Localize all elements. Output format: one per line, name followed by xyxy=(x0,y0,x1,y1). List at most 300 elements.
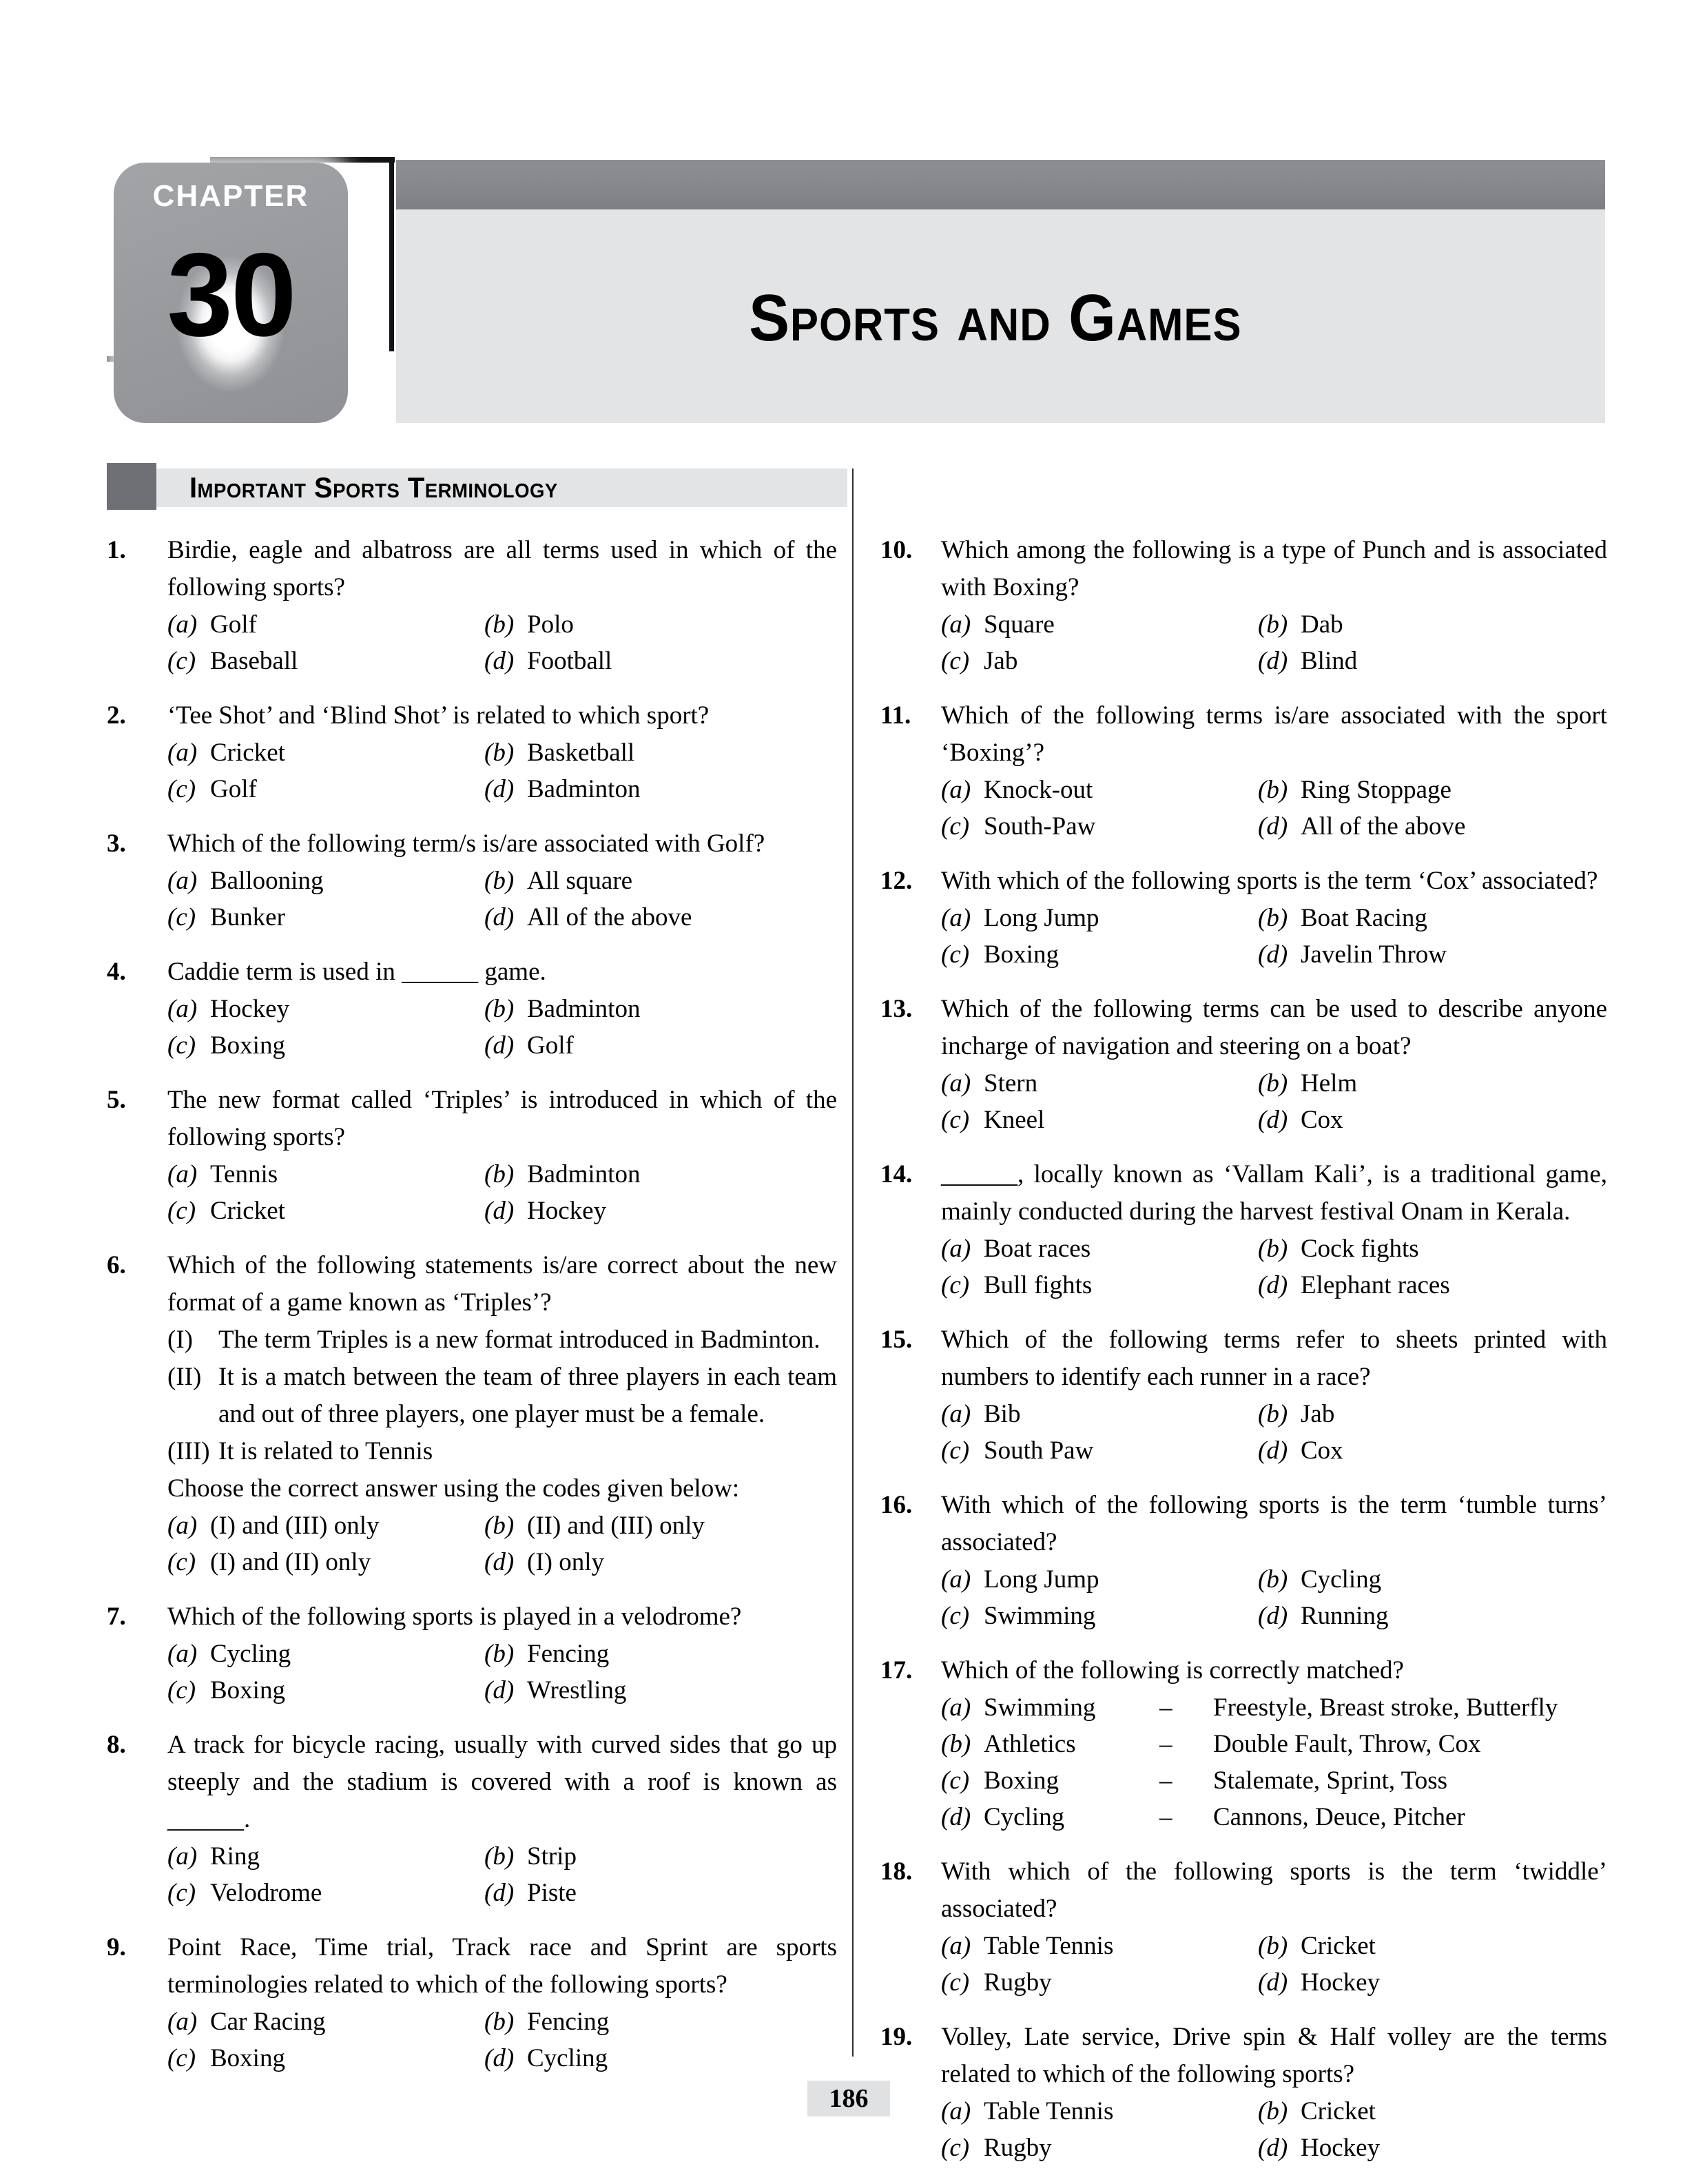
option-item[interactable] xyxy=(484,643,837,679)
option-item[interactable] xyxy=(484,734,837,771)
option-item[interactable] xyxy=(941,1964,1258,2001)
option-grid xyxy=(167,991,837,1064)
option-key: (c) xyxy=(941,1436,970,1465)
option-item[interactable] xyxy=(1258,936,1607,973)
match-right-terms: Double Fault, Throw, Cox xyxy=(1213,1730,1481,1758)
option-value: Car Racing xyxy=(210,2008,326,2036)
header-dark-bar xyxy=(396,160,1605,209)
option-item[interactable] xyxy=(1258,643,1607,679)
option-key: (b) xyxy=(1258,1235,1288,1263)
question-item xyxy=(880,1156,1607,1304)
chapter-number: 30 xyxy=(167,229,295,361)
option-item[interactable] xyxy=(941,1928,1258,1964)
option-value: Ballooning xyxy=(210,867,324,895)
option-value: Swimming xyxy=(984,1602,1096,1630)
option-key: (b) xyxy=(1258,776,1288,804)
option-item[interactable] xyxy=(941,1432,1258,1469)
option-key: (c) xyxy=(167,1031,196,1060)
option-grid xyxy=(167,863,837,936)
option-value: Bunker xyxy=(210,903,285,931)
question-number: 2. xyxy=(107,701,126,730)
option-value: Cycling xyxy=(1301,1565,1382,1594)
option-item[interactable] xyxy=(167,1636,484,1672)
option-item[interactable] xyxy=(941,643,1258,679)
option-value: Basketball xyxy=(527,739,635,767)
option-key: (d) xyxy=(1258,940,1288,969)
option-item[interactable] xyxy=(1258,1432,1607,1469)
option-value: Badminton xyxy=(527,995,641,1023)
option-value: Elephant races xyxy=(1301,1271,1450,1299)
question-stem: Birdie, eagle and albatross are all terms used in which of the following sports? xyxy=(167,536,837,601)
option-grid xyxy=(167,2003,837,2077)
option-value: Square xyxy=(984,610,1055,639)
question-item xyxy=(107,825,837,936)
option-grid xyxy=(941,1065,1607,1138)
option-item[interactable] xyxy=(167,1875,484,1911)
question-number: 4. xyxy=(107,958,126,986)
option-key: (c) xyxy=(941,1106,970,1134)
option-item[interactable] xyxy=(941,772,1258,808)
option-key: (b) xyxy=(941,1730,971,1758)
option-item[interactable] xyxy=(941,2130,1258,2166)
option-key: (c) xyxy=(167,1879,196,1907)
option-item[interactable] xyxy=(1258,1230,1607,1267)
option-key: (a) xyxy=(167,2008,198,2036)
option-item[interactable] xyxy=(1258,1396,1607,1432)
option-item[interactable] xyxy=(167,1672,484,1709)
option-item[interactable] xyxy=(1258,2093,1607,2130)
option-value: Long Jump xyxy=(984,1565,1099,1594)
option-value: Baseball xyxy=(210,647,298,675)
question-number: 1. xyxy=(107,536,126,564)
option-key: (a) xyxy=(941,1565,971,1594)
option-key: (c) xyxy=(941,2134,970,2162)
option-item[interactable] xyxy=(484,2040,837,2077)
option-value: Cox xyxy=(1301,1106,1343,1134)
option-value: Fencing xyxy=(527,2008,610,2036)
option-key: (b) xyxy=(1258,610,1288,639)
option-grid xyxy=(941,772,1607,845)
match-option-item[interactable] xyxy=(941,1726,1607,1762)
match-option-item[interactable] xyxy=(941,1799,1607,1835)
option-value: Golf xyxy=(210,775,257,803)
option-item[interactable] xyxy=(941,936,1258,973)
option-value: Wrestling xyxy=(527,1676,627,1704)
statement-text: It is related to Tennis xyxy=(218,1437,433,1465)
option-value: Cricket xyxy=(210,739,285,767)
question-stem: With which of the following sports is the term ‘tumble turns’ associated? xyxy=(941,1491,1607,1556)
option-item[interactable] xyxy=(941,606,1258,643)
option-value: Cricket xyxy=(1301,1932,1376,1960)
question-column-left xyxy=(107,532,837,2094)
option-key: (c) xyxy=(941,940,970,969)
option-key: (a) xyxy=(167,1842,198,1871)
option-item[interactable] xyxy=(167,1838,484,1875)
option-value: Badminton xyxy=(527,1160,641,1188)
option-key: (a) xyxy=(941,1235,971,1263)
option-item[interactable] xyxy=(484,1193,837,1229)
option-key: (b) xyxy=(1258,2097,1288,2125)
option-value: Boxing xyxy=(210,2044,285,2072)
option-value: Long Jump xyxy=(984,904,1099,932)
option-item[interactable] xyxy=(167,899,484,936)
question-number: 7. xyxy=(107,1603,126,1631)
option-item[interactable] xyxy=(1258,808,1607,845)
option-item[interactable] xyxy=(484,1838,837,1875)
option-value: Table Tennis xyxy=(984,1932,1114,1960)
option-value: Ring Stoppage xyxy=(1301,776,1451,804)
option-item[interactable] xyxy=(167,1544,484,1580)
option-key: (c) xyxy=(941,1271,970,1299)
option-key: (c) xyxy=(167,1676,196,1704)
option-value: Helm xyxy=(1301,1069,1358,1098)
option-key: (d) xyxy=(484,903,515,931)
option-item[interactable] xyxy=(484,606,837,643)
page-number: 186 xyxy=(807,2081,890,2116)
option-value: Stern xyxy=(984,1069,1038,1098)
option-item[interactable] xyxy=(941,1102,1258,1138)
option-item[interactable] xyxy=(941,1267,1258,1304)
question-number: 16. xyxy=(880,1491,913,1519)
option-value: Rugby xyxy=(984,1968,1052,1997)
option-item[interactable] xyxy=(941,900,1258,936)
question-stem: The new format called ‘Triples’ is introduced in which of the following sports? xyxy=(167,1086,837,1151)
option-grid xyxy=(167,1838,837,1911)
option-value: Tennis xyxy=(210,1160,278,1188)
option-key: (a) xyxy=(167,1160,198,1188)
option-value: Cycling xyxy=(210,1640,291,1668)
option-item[interactable] xyxy=(941,1561,1258,1598)
option-key: (c) xyxy=(167,1548,196,1576)
option-grid xyxy=(941,2093,1607,2166)
option-item[interactable] xyxy=(167,771,484,807)
option-key: (c) xyxy=(941,647,970,675)
match-left-term: Athletics xyxy=(984,1730,1076,1758)
question-item xyxy=(880,1652,1607,1835)
question-number: 10. xyxy=(880,536,913,564)
option-key: (a) xyxy=(167,739,198,767)
option-key: (d) xyxy=(484,2044,515,2072)
option-value: Cox xyxy=(1301,1436,1343,1465)
option-grid xyxy=(167,1507,837,1580)
option-grid xyxy=(167,606,837,679)
option-item[interactable] xyxy=(1258,900,1607,936)
option-grid xyxy=(167,1636,837,1709)
question-number: 19. xyxy=(880,2023,913,2051)
option-item[interactable] xyxy=(167,734,484,771)
option-key: (b) xyxy=(484,1842,515,1871)
option-item[interactable] xyxy=(484,863,837,899)
option-value: (I) and (II) only xyxy=(210,1548,371,1576)
option-item[interactable] xyxy=(167,1156,484,1193)
option-value: Polo xyxy=(527,610,574,639)
option-key: (a) xyxy=(941,1693,971,1722)
option-item[interactable] xyxy=(941,1230,1258,1267)
option-item[interactable] xyxy=(167,1193,484,1229)
option-value: Boat Racing xyxy=(1301,904,1427,932)
question-stem: Volley, Late service, Drive spin & Half volley are the terms related to which of the following sports? xyxy=(941,2023,1607,2088)
option-value: Running xyxy=(1301,1602,1389,1630)
option-key: (a) xyxy=(941,1069,971,1098)
option-value: Jab xyxy=(1301,1400,1335,1428)
question-number: 12. xyxy=(880,867,913,895)
option-key: (b) xyxy=(484,1512,515,1540)
option-item[interactable] xyxy=(484,1507,837,1544)
option-key: (d) xyxy=(1258,1436,1288,1465)
option-value: Ring xyxy=(210,1842,260,1871)
question-statement xyxy=(167,1433,837,1470)
option-value: Strip xyxy=(527,1842,577,1871)
option-value: All square xyxy=(527,867,633,895)
option-key: (c) xyxy=(167,2044,196,2072)
option-grid xyxy=(941,1561,1607,1634)
question-stem: Which of the following term/s is/are associated with Golf? xyxy=(167,830,765,858)
option-value: Hockey xyxy=(210,995,290,1023)
match-option-item[interactable] xyxy=(941,1762,1607,1799)
option-key: (a) xyxy=(167,1640,198,1668)
match-dash: – xyxy=(1159,1693,1172,1722)
option-key: (b) xyxy=(1258,1069,1288,1098)
option-key: (b) xyxy=(1258,1565,1288,1594)
option-key: (c) xyxy=(167,775,196,803)
option-key: (d) xyxy=(1258,812,1288,841)
option-item[interactable] xyxy=(167,863,484,899)
question-stem: With which of the following sports is the term ‘twiddle’ associated? xyxy=(941,1857,1607,1923)
option-value: Boxing xyxy=(210,1031,285,1060)
option-value: Rugby xyxy=(984,2134,1052,2162)
option-value: Dab xyxy=(1301,610,1343,639)
option-key: (b) xyxy=(1258,1400,1288,1428)
option-key: (a) xyxy=(167,867,198,895)
option-key: (a) xyxy=(167,610,198,639)
option-key: (a) xyxy=(167,995,198,1023)
option-value: Jab xyxy=(984,647,1018,675)
option-key: (a) xyxy=(941,2097,971,2125)
option-item[interactable] xyxy=(1258,606,1607,643)
option-value: Table Tennis xyxy=(984,2097,1114,2125)
option-value: All of the above xyxy=(1301,812,1466,841)
match-right-terms: Stalemate, Sprint, Toss xyxy=(1213,1766,1447,1795)
option-value: Boat races xyxy=(984,1235,1091,1263)
option-key: (d) xyxy=(1258,1106,1288,1134)
option-key: (a) xyxy=(941,776,971,804)
option-key: (d) xyxy=(1258,1271,1288,1299)
question-item xyxy=(880,991,1607,1138)
question-number: 9. xyxy=(107,1933,126,1961)
option-item[interactable] xyxy=(167,1507,484,1544)
option-key: (c) xyxy=(167,903,196,931)
option-item[interactable] xyxy=(1258,2130,1607,2166)
question-item xyxy=(880,697,1607,845)
section-heading-block xyxy=(107,463,156,510)
option-value: South Paw xyxy=(984,1436,1094,1465)
option-item[interactable] xyxy=(941,2093,1258,2130)
option-grid xyxy=(941,1396,1607,1469)
option-item[interactable] xyxy=(167,991,484,1027)
option-value: Hockey xyxy=(1301,2134,1381,2162)
match-right-terms: Freestyle, Breast stroke, Butterfly xyxy=(1213,1693,1558,1722)
option-item[interactable] xyxy=(941,1065,1258,1102)
question-item xyxy=(107,954,837,1064)
match-left-term: Boxing xyxy=(984,1766,1059,1795)
option-item[interactable] xyxy=(1258,1561,1607,1598)
match-dash: – xyxy=(1159,1803,1172,1831)
option-value: Boxing xyxy=(984,940,1059,969)
option-value: Cricket xyxy=(1301,2097,1376,2125)
question-stem: Which of the following terms refer to sheets printed with numbers to identify each runner in a race? xyxy=(941,1326,1607,1391)
question-stem: Which of the following sports is played in a velodrome? xyxy=(167,1603,742,1631)
question-stem: Which of the following terms can be used to describe anyone incharge of navigation and steering on a boat? xyxy=(941,995,1607,1060)
question-stem: Point Race, Time trial, Track race and Sprint are sports terminologies related to which of the following sports? xyxy=(167,1933,837,1999)
match-dash: – xyxy=(1159,1766,1172,1795)
option-item[interactable] xyxy=(941,808,1258,845)
question-item xyxy=(107,532,837,679)
match-left-term: Swimming xyxy=(984,1693,1096,1722)
section-heading-bar xyxy=(107,463,847,510)
question-item xyxy=(107,697,837,807)
option-grid xyxy=(167,734,837,807)
option-value: Fencing xyxy=(527,1640,610,1668)
question-number: 15. xyxy=(880,1326,913,1354)
option-value: Bib xyxy=(984,1400,1021,1428)
question-number: 8. xyxy=(107,1731,126,1759)
option-item[interactable] xyxy=(167,1027,484,1064)
option-item[interactable] xyxy=(1258,1065,1607,1102)
option-value: (I) and (III) only xyxy=(210,1512,380,1540)
option-key: (b) xyxy=(484,2008,515,2036)
option-item[interactable] xyxy=(484,1636,837,1672)
option-item[interactable] xyxy=(484,2003,837,2040)
option-value: Cricket xyxy=(210,1197,285,1225)
option-value: Golf xyxy=(527,1031,574,1060)
question-number: 17. xyxy=(880,1656,913,1685)
option-item[interactable] xyxy=(484,1875,837,1911)
option-key: (d) xyxy=(484,647,515,675)
option-value: All of the above xyxy=(527,903,692,931)
question-number: 13. xyxy=(880,995,913,1023)
option-item[interactable] xyxy=(1258,1928,1607,1964)
option-key: (d) xyxy=(484,1676,515,1704)
option-key: (b) xyxy=(484,610,515,639)
chapter-title-text: Sports and Games xyxy=(749,281,1242,355)
question-number: 6. xyxy=(107,1251,126,1279)
option-value: Cock fights xyxy=(1301,1235,1419,1263)
option-item[interactable] xyxy=(484,771,837,807)
question-item xyxy=(880,1853,1607,2001)
option-key: (b) xyxy=(1258,1932,1288,1960)
option-item[interactable] xyxy=(1258,1598,1607,1634)
option-key: (b) xyxy=(484,995,515,1023)
statement-text: The term Triples is a new format introduced in Badminton. xyxy=(218,1326,820,1354)
option-item[interactable] xyxy=(167,606,484,643)
option-value: Javelin Throw xyxy=(1301,940,1447,969)
option-key: (a) xyxy=(167,1512,198,1540)
option-value: Boxing xyxy=(210,1676,285,1704)
question-number: 3. xyxy=(107,830,126,858)
statement-label: (I) xyxy=(167,1326,193,1354)
option-item[interactable] xyxy=(484,1544,837,1580)
option-key: (b) xyxy=(484,1160,515,1188)
option-key: (d) xyxy=(484,1197,515,1225)
option-item[interactable] xyxy=(484,991,837,1027)
option-key: (c) xyxy=(167,1197,196,1225)
option-grid xyxy=(941,900,1607,973)
match-option-grid xyxy=(941,1689,1607,1835)
option-key: (d) xyxy=(484,1548,515,1576)
option-item[interactable] xyxy=(167,643,484,679)
question-column-right xyxy=(880,532,1607,2184)
option-item[interactable] xyxy=(1258,1267,1607,1304)
option-value: Badminton xyxy=(527,775,641,803)
question-stem: With which of the following sports is the term ‘Cox’ associated? xyxy=(941,867,1598,895)
option-key: (a) xyxy=(941,1932,971,1960)
question-item xyxy=(880,863,1607,973)
option-key: (c) xyxy=(941,1968,970,1997)
section-heading-label: Important Sports Terminology xyxy=(189,471,558,504)
option-item[interactable] xyxy=(167,2003,484,2040)
option-key: (b) xyxy=(1258,904,1288,932)
question-statement xyxy=(167,1359,837,1433)
option-value: Kneel xyxy=(984,1106,1045,1134)
statement-label: (II) xyxy=(167,1363,202,1391)
option-grid xyxy=(941,1928,1607,2001)
option-item[interactable] xyxy=(484,1672,837,1709)
option-item[interactable] xyxy=(484,1027,837,1064)
option-key: (d) xyxy=(484,1031,515,1060)
question-stem: A track for bicycle racing, usually with curved sides that go up steeply and the stadium is covered with a roof is known as ______. xyxy=(167,1731,837,1833)
option-value: South-Paw xyxy=(984,812,1096,841)
question-item xyxy=(880,2019,1607,2166)
match-option-item[interactable] xyxy=(941,1689,1607,1726)
option-item[interactable] xyxy=(941,1598,1258,1634)
question-instruction: Choose the correct answer using the codes given below: xyxy=(167,1474,740,1503)
option-value: Cycling xyxy=(527,2044,608,2072)
option-key: (a) xyxy=(941,1400,971,1428)
question-item xyxy=(880,1487,1607,1634)
option-value: Velodrome xyxy=(210,1879,322,1907)
option-item[interactable] xyxy=(941,1396,1258,1432)
option-value: Golf xyxy=(210,610,257,639)
question-stem: Which of the following terms is/are associated with the sport ‘Boxing’? xyxy=(941,701,1607,767)
option-key: (c) xyxy=(941,1602,970,1630)
question-number: 14. xyxy=(880,1160,913,1188)
question-number: 5. xyxy=(107,1086,126,1114)
option-key: (d) xyxy=(1258,647,1288,675)
option-key: (c) xyxy=(941,812,970,841)
option-item[interactable] xyxy=(484,1156,837,1193)
option-key: (d) xyxy=(941,1803,971,1831)
question-stem: ______, locally known as ‘Vallam Kali’, is a traditional game, mainly conducted during the harvest festival Onam in Kerala. xyxy=(941,1160,1607,1226)
option-key: (a) xyxy=(941,904,971,932)
question-number: 18. xyxy=(880,1857,913,1886)
page-title xyxy=(424,222,1588,415)
question-item xyxy=(880,1321,1607,1469)
option-key: (d) xyxy=(484,775,515,803)
option-item[interactable] xyxy=(1258,772,1607,808)
option-item[interactable] xyxy=(167,2040,484,2077)
option-item[interactable] xyxy=(484,899,837,936)
question-stem: Which of the following is correctly matched? xyxy=(941,1656,1404,1685)
option-value: Bull fights xyxy=(984,1271,1093,1299)
option-key: (d) xyxy=(1258,1968,1288,1997)
question-stem: Caddie term is used in ______ game. xyxy=(167,958,546,986)
option-value: Hockey xyxy=(1301,1968,1381,1997)
option-item[interactable] xyxy=(1258,1102,1607,1138)
option-grid xyxy=(941,1230,1607,1304)
option-item[interactable] xyxy=(1258,1964,1607,2001)
chapter-header-banner xyxy=(107,153,1605,429)
option-key: (b) xyxy=(484,739,515,767)
